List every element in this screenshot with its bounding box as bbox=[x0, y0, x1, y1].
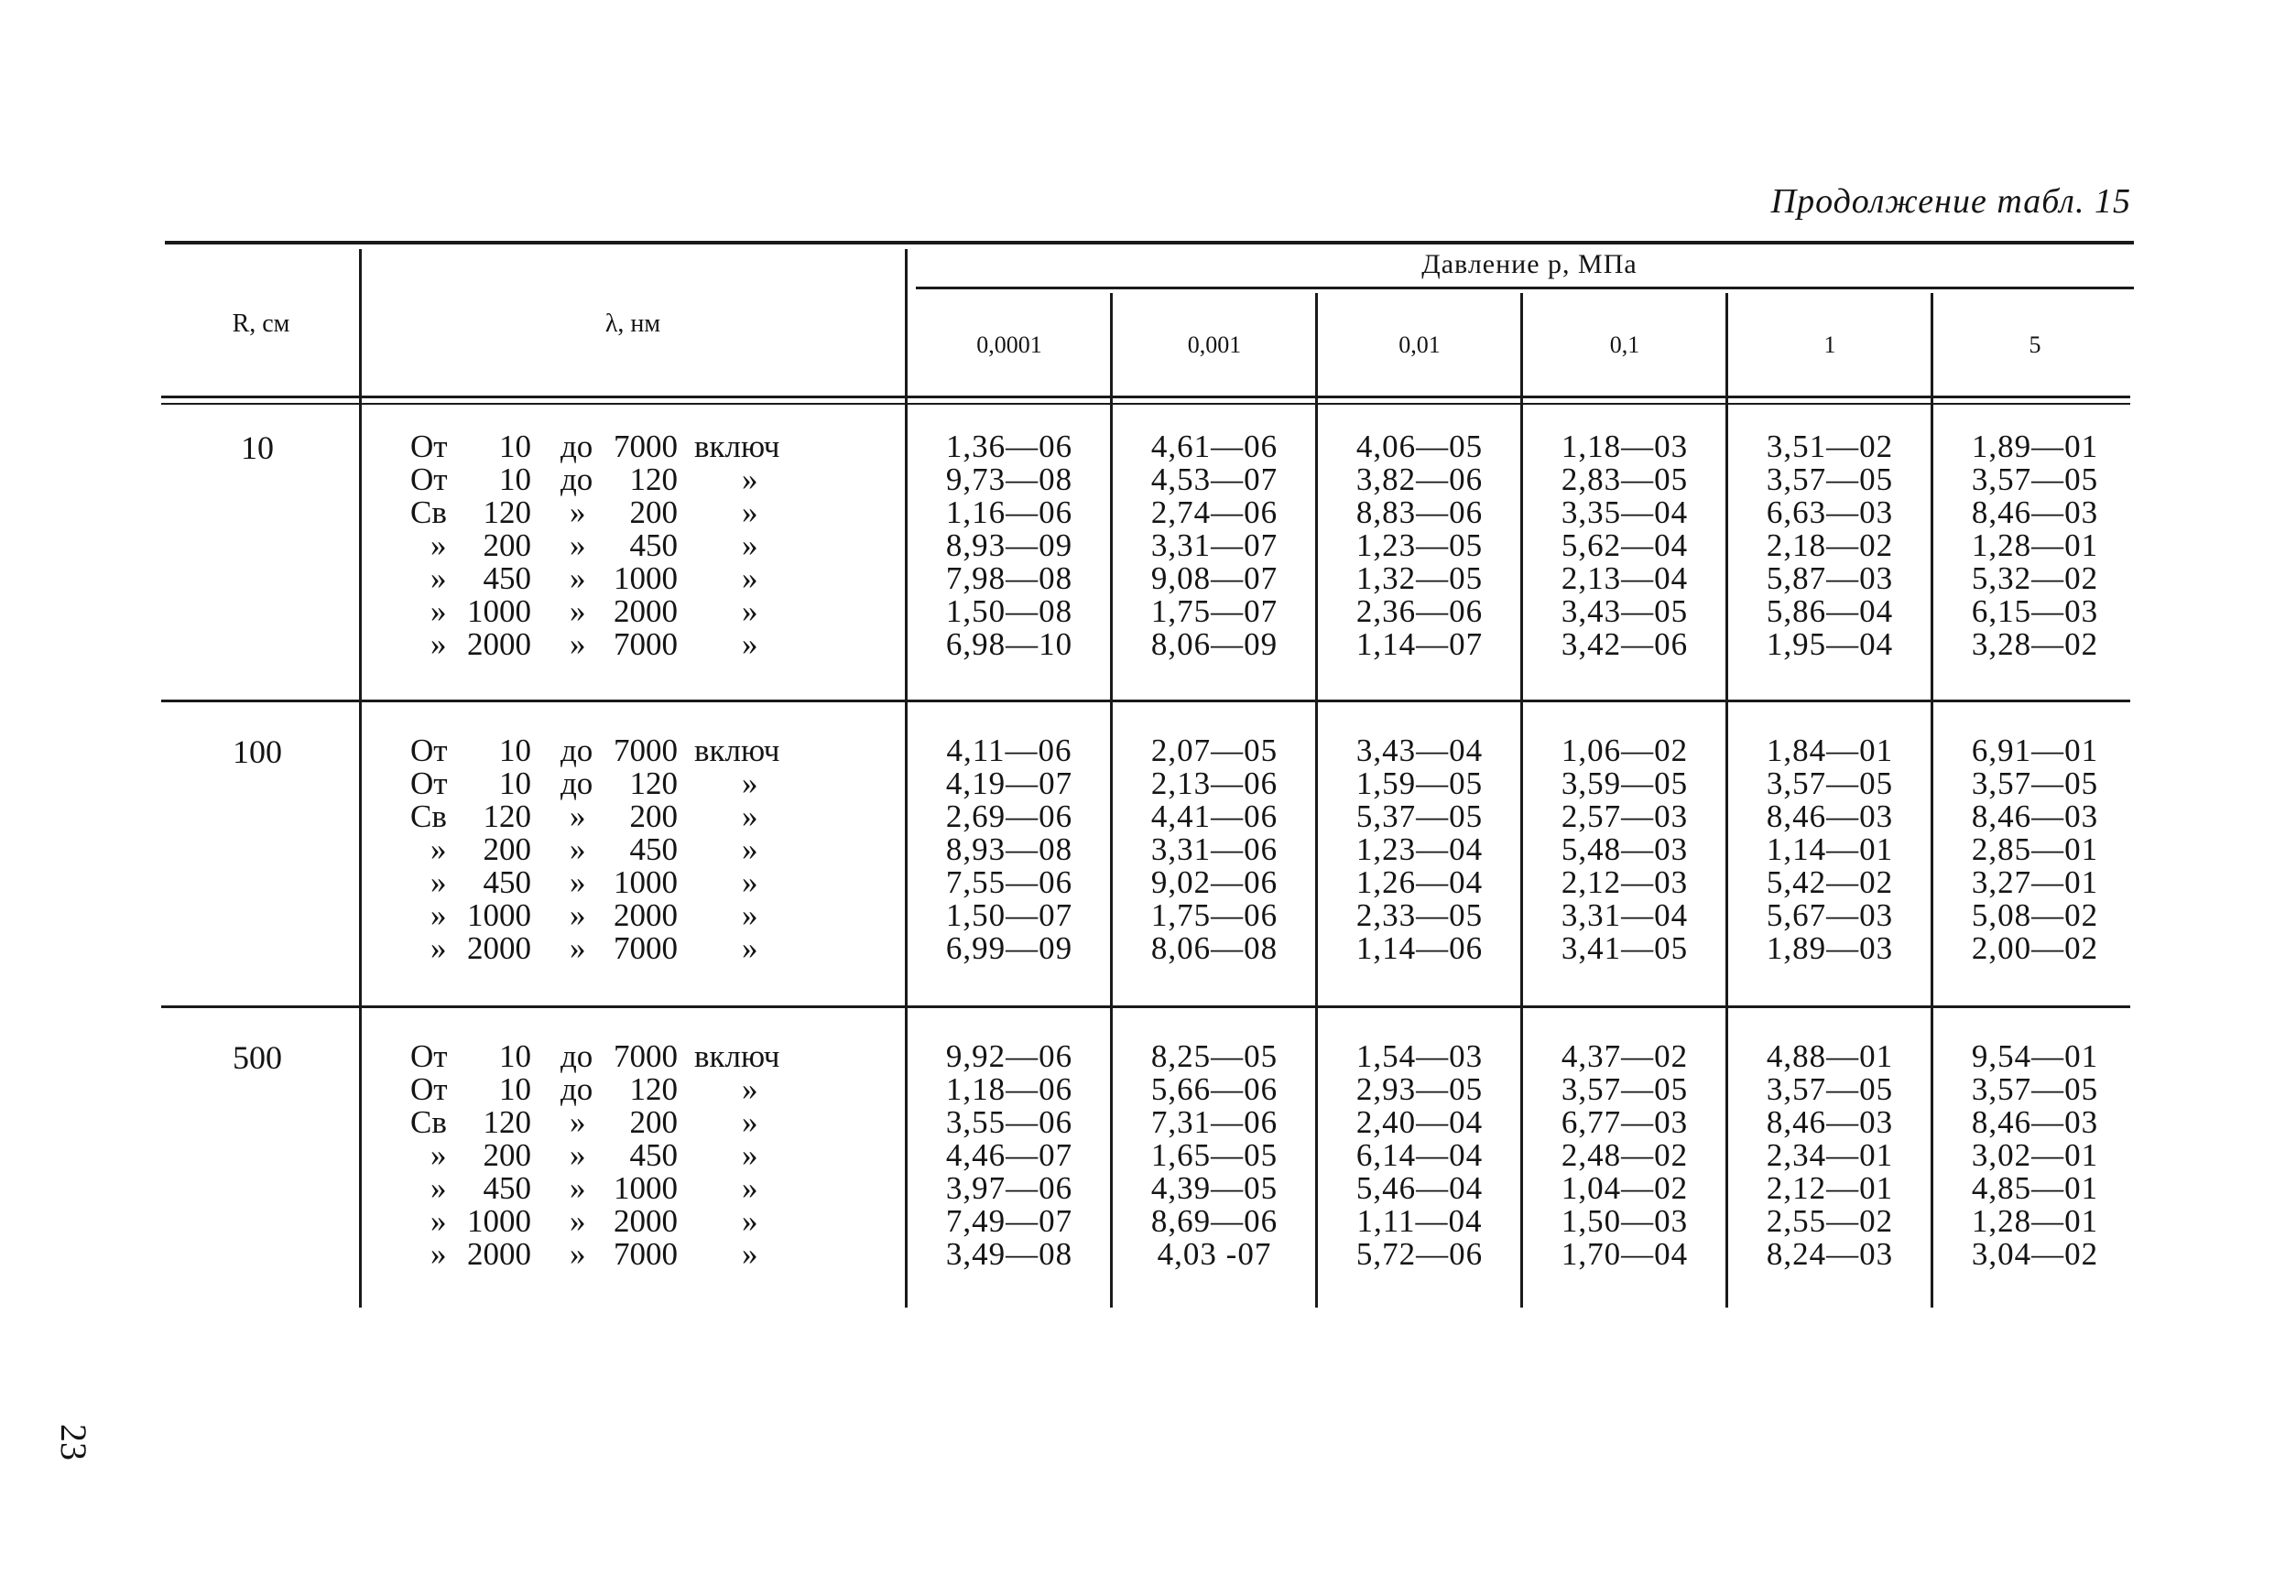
table-cell: 1,89—01 bbox=[1971, 429, 2099, 464]
table-cell: 8,25—05 bbox=[1150, 1038, 1279, 1074]
header-bottom-rule-1 bbox=[161, 396, 2130, 398]
lambda-mid: до bbox=[560, 1071, 593, 1107]
table-cell: 2,00—02 bbox=[1971, 930, 2099, 966]
table-caption: Продолжение табл. 15 bbox=[1770, 182, 2131, 221]
r-value: 100 bbox=[233, 733, 282, 770]
pressure-col-header: 0,001 bbox=[1187, 331, 1242, 358]
lambda-range-row bbox=[403, 866, 898, 899]
table-cell: 5,46—04 bbox=[1355, 1170, 1484, 1206]
table-cell: 3,55—06 bbox=[945, 1104, 1073, 1140]
lambda-range-row bbox=[403, 1106, 898, 1139]
table-cell: 1,75—07 bbox=[1150, 593, 1279, 629]
table-cell: 2,12—01 bbox=[1766, 1170, 1894, 1206]
table-cell: 4,03 -07 bbox=[1157, 1236, 1272, 1272]
table-cell: 1,28—01 bbox=[1971, 1203, 2099, 1239]
table-cell: 4,85—01 bbox=[1971, 1170, 2099, 1206]
table-cell: 1,65—05 bbox=[1150, 1137, 1279, 1173]
table-cell: 3,57—05 bbox=[1766, 1071, 1894, 1107]
lambda-a: 2000 bbox=[467, 626, 531, 662]
lambda-a: 200 bbox=[483, 831, 531, 867]
table-cell: 1,06—02 bbox=[1561, 733, 1689, 768]
lambda-range-row bbox=[403, 562, 898, 595]
lambda-post: » bbox=[742, 560, 758, 596]
lambda-range-row bbox=[403, 767, 898, 800]
lambda-a: 10 bbox=[499, 765, 531, 801]
table-cell: 8,24—03 bbox=[1766, 1236, 1894, 1272]
table-cell: 1,70—04 bbox=[1561, 1236, 1689, 1272]
lambda-a: 120 bbox=[483, 494, 531, 530]
lambda-b: 450 bbox=[629, 527, 678, 563]
table-cell: 5,72—06 bbox=[1355, 1236, 1484, 1272]
table-cell: 1,14—06 bbox=[1355, 930, 1484, 966]
table-cell: 4,46—07 bbox=[945, 1137, 1073, 1173]
table-cell: 4,06—05 bbox=[1355, 429, 1484, 464]
lambda-a: 450 bbox=[483, 560, 531, 596]
table-cell: 7,55—06 bbox=[945, 864, 1073, 900]
lambda-b: 1000 bbox=[614, 560, 678, 596]
lambda-a: 10 bbox=[499, 1038, 531, 1074]
table-cell: 1,23—04 bbox=[1355, 831, 1484, 867]
lambda-b: 7000 bbox=[614, 626, 678, 662]
col-divider-r bbox=[359, 249, 362, 1308]
lambda-b: 120 bbox=[629, 1071, 678, 1107]
lambda-range-row bbox=[403, 1139, 898, 1172]
table-cell: 6,63—03 bbox=[1766, 494, 1894, 530]
table-cell: 3,57—05 bbox=[1971, 765, 2099, 801]
lambda-b: 7000 bbox=[614, 930, 678, 966]
lambda-range-row bbox=[403, 1238, 898, 1271]
lambda-range-row bbox=[403, 734, 898, 767]
table-cell: 1,95—04 bbox=[1766, 626, 1894, 662]
table-cell: 1,50—08 bbox=[945, 593, 1073, 629]
table-cell: 5,48—03 bbox=[1561, 831, 1689, 867]
lambda-pre: От bbox=[410, 733, 448, 768]
table-cell: 1,75—06 bbox=[1150, 897, 1279, 933]
lambda-mid: до bbox=[560, 1038, 593, 1074]
lambda-range-row bbox=[403, 833, 898, 866]
r-column-header: R, см bbox=[232, 309, 290, 338]
lambda-pre: » bbox=[430, 1236, 447, 1272]
lambda-pre: » bbox=[430, 864, 447, 900]
lambda-b: 450 bbox=[629, 831, 678, 867]
lambda-post: » bbox=[742, 930, 758, 966]
lambda-post: включ bbox=[694, 733, 780, 768]
table-cell: 2,33—05 bbox=[1355, 897, 1484, 933]
r-value: 500 bbox=[233, 1039, 282, 1076]
lambda-post: » bbox=[742, 897, 758, 933]
table-cell: 1,23—05 bbox=[1355, 527, 1484, 563]
lambda-range-row bbox=[403, 932, 898, 965]
table-cell: 2,36—06 bbox=[1355, 593, 1484, 629]
lambda-b: 450 bbox=[629, 1137, 678, 1173]
lambda-post: » bbox=[742, 1104, 758, 1140]
pressure-rule bbox=[916, 287, 2134, 289]
table-cell: 1,18—03 bbox=[1561, 429, 1689, 464]
lambda-post: » bbox=[742, 527, 758, 563]
table-cell: 5,08—02 bbox=[1971, 897, 2099, 933]
table-cell: 3,04—02 bbox=[1971, 1236, 2099, 1272]
lambda-pre: От bbox=[410, 429, 448, 464]
table-cell: 6,98—10 bbox=[945, 626, 1073, 662]
table-cell: 2,07—05 bbox=[1150, 733, 1279, 768]
lambda-post: » bbox=[742, 1137, 758, 1173]
lambda-b: 1000 bbox=[614, 864, 678, 900]
lambda-a: 2000 bbox=[467, 930, 531, 966]
lambda-range-row bbox=[403, 529, 898, 562]
lambda-pre: » bbox=[430, 1170, 447, 1206]
r-value: 10 bbox=[241, 429, 274, 466]
lambda-range-row bbox=[403, 595, 898, 628]
table-cell: 8,46—03 bbox=[1766, 798, 1894, 834]
table-cell: 1,16—06 bbox=[945, 494, 1073, 530]
table-cell: 2,40—04 bbox=[1355, 1104, 1484, 1140]
lambda-a: 120 bbox=[483, 1104, 531, 1140]
lambda-b: 7000 bbox=[614, 429, 678, 464]
lambda-pre: » bbox=[430, 1137, 447, 1173]
lambda-b: 2000 bbox=[614, 1203, 678, 1239]
table-cell: 3,43—04 bbox=[1355, 733, 1484, 768]
table-cell: 1,36—06 bbox=[945, 429, 1073, 464]
lambda-a: 10 bbox=[499, 1071, 531, 1107]
lambda-a: 200 bbox=[483, 527, 531, 563]
lambda-mid: » bbox=[570, 527, 586, 563]
table-cell: 5,62—04 bbox=[1561, 527, 1689, 563]
table-cell: 3,59—05 bbox=[1561, 765, 1689, 801]
lambda-post: » bbox=[742, 461, 758, 497]
lambda-post: » bbox=[742, 1203, 758, 1239]
table-cell: 8,93—09 bbox=[945, 527, 1073, 563]
lambda-pre: » bbox=[430, 560, 447, 596]
table-cell: 1,04—02 bbox=[1561, 1170, 1689, 1206]
table-cell: 6,15—03 bbox=[1971, 593, 2099, 629]
lambda-pre: От bbox=[410, 765, 448, 801]
lambda-pre: » bbox=[430, 897, 447, 933]
lambda-mid: » bbox=[570, 593, 586, 629]
table-cell: 2,83—05 bbox=[1561, 461, 1689, 497]
lambda-mid: » bbox=[570, 1104, 586, 1140]
table-cell: 9,92—06 bbox=[945, 1038, 1073, 1074]
lambda-mid: до bbox=[560, 461, 593, 497]
table-cell: 2,55—02 bbox=[1766, 1203, 1894, 1239]
lambda-b: 120 bbox=[629, 461, 678, 497]
table-cell: 2,18—02 bbox=[1766, 527, 1894, 563]
lambda-mid: » bbox=[570, 560, 586, 596]
table-cell: 3,27—01 bbox=[1971, 864, 2099, 900]
pressure-header: Давление p, МПа bbox=[1421, 249, 1638, 279]
table-cell: 5,66—06 bbox=[1150, 1071, 1279, 1107]
table-cell: 5,37—05 bbox=[1355, 798, 1484, 834]
lambda-pre: » bbox=[430, 930, 447, 966]
lambda-b: 7000 bbox=[614, 733, 678, 768]
table-cell: 2,34—01 bbox=[1766, 1137, 1894, 1173]
table-cell: 9,08—07 bbox=[1150, 560, 1279, 596]
table-cell: 6,77—03 bbox=[1561, 1104, 1689, 1140]
lambda-pre: Св bbox=[410, 494, 447, 530]
lambda-mid: до bbox=[560, 765, 593, 801]
group-separator-2 bbox=[161, 1005, 2130, 1008]
lambda-range-row bbox=[403, 496, 898, 529]
lambda-a: 1000 bbox=[467, 593, 531, 629]
lambda-mid: » bbox=[570, 897, 586, 933]
group-separator-1 bbox=[161, 700, 2130, 702]
lambda-post: включ bbox=[694, 1038, 780, 1074]
lambda-range-row bbox=[403, 463, 898, 496]
table-cell: 5,32—02 bbox=[1971, 560, 2099, 596]
table-cell: 1,18—06 bbox=[945, 1071, 1073, 1107]
lambda-b: 7000 bbox=[614, 1236, 678, 1272]
table-cell: 8,46—03 bbox=[1971, 494, 2099, 530]
table-cell: 3,57—05 bbox=[1971, 1071, 2099, 1107]
table-cell: 8,06—09 bbox=[1150, 626, 1279, 662]
table-cell: 1,84—01 bbox=[1766, 733, 1894, 768]
table-cell: 3,57—05 bbox=[1766, 765, 1894, 801]
lambda-pre: » bbox=[430, 831, 447, 867]
table-cell: 2,57—03 bbox=[1561, 798, 1689, 834]
lambda-post: » bbox=[742, 1170, 758, 1206]
table-cell: 3,28—02 bbox=[1971, 626, 2099, 662]
lambda-a: 10 bbox=[499, 429, 531, 464]
lambda-mid: » bbox=[570, 798, 586, 834]
lambda-pre: » bbox=[430, 626, 447, 662]
lambda-a: 450 bbox=[483, 864, 531, 900]
table-cell: 2,74—06 bbox=[1150, 494, 1279, 530]
table-cell: 8,46—03 bbox=[1971, 798, 2099, 834]
lambda-mid: до bbox=[560, 733, 593, 768]
table-cell: 2,13—06 bbox=[1150, 765, 1279, 801]
table-cell: 1,32—05 bbox=[1355, 560, 1484, 596]
header-bottom-rule-2 bbox=[161, 403, 2130, 405]
pressure-col-header: 0,0001 bbox=[976, 331, 1042, 358]
lambda-a: 2000 bbox=[467, 1236, 531, 1272]
table-cell: 8,06—08 bbox=[1150, 930, 1279, 966]
table-cell: 2,69—06 bbox=[945, 798, 1073, 834]
lambda-pre: » bbox=[430, 593, 447, 629]
lambda-mid: » bbox=[570, 1170, 586, 1206]
table-cell: 3,31—04 bbox=[1561, 897, 1689, 933]
lambda-mid: » bbox=[570, 1236, 586, 1272]
lambda-a: 450 bbox=[483, 1170, 531, 1206]
table-cell: 8,93—08 bbox=[945, 831, 1073, 867]
table-cell: 8,46—03 bbox=[1971, 1104, 2099, 1140]
lambda-b: 7000 bbox=[614, 1038, 678, 1074]
table-cell: 2,12—03 bbox=[1561, 864, 1689, 900]
lambda-b: 1000 bbox=[614, 1170, 678, 1206]
table-cell: 3,43—05 bbox=[1561, 593, 1689, 629]
lambda-pre: Св bbox=[410, 798, 447, 834]
lambda-pre: От bbox=[410, 1071, 448, 1107]
lambda-a: 10 bbox=[499, 733, 531, 768]
table-cell: 5,67—03 bbox=[1766, 897, 1894, 933]
lambda-mid: » bbox=[570, 930, 586, 966]
table-cell: 7,49—07 bbox=[945, 1203, 1073, 1239]
lambda-column-header: λ, нм bbox=[604, 309, 661, 338]
table-cell: 3,97—06 bbox=[945, 1170, 1073, 1206]
table-cell: 3,51—02 bbox=[1766, 429, 1894, 464]
table-cell: 3,57—05 bbox=[1971, 461, 2099, 497]
table-cell: 1,50—03 bbox=[1561, 1203, 1689, 1239]
lambda-range-row bbox=[403, 430, 898, 463]
table-cell: 1,28—01 bbox=[1971, 527, 2099, 563]
lambda-pre: » bbox=[430, 1203, 447, 1239]
lambda-post: » bbox=[742, 831, 758, 867]
table-cell: 4,11—06 bbox=[946, 733, 1072, 768]
lambda-pre: От bbox=[410, 461, 448, 497]
lambda-post: » bbox=[742, 798, 758, 834]
table-cell: 3,42—06 bbox=[1561, 626, 1689, 662]
table-cell: 1,59—05 bbox=[1355, 765, 1484, 801]
lambda-pre: » bbox=[430, 527, 447, 563]
table-cell: 2,85—01 bbox=[1971, 831, 2099, 867]
table-cell: 4,19—07 bbox=[945, 765, 1073, 801]
lambda-b: 200 bbox=[629, 1104, 678, 1140]
lambda-a: 200 bbox=[483, 1137, 531, 1173]
table-cell: 4,39—05 bbox=[1150, 1170, 1279, 1206]
table-cell: 1,14—07 bbox=[1355, 626, 1484, 662]
table-cell: 2,13—04 bbox=[1561, 560, 1689, 596]
table-cell: 9,54—01 bbox=[1971, 1038, 2099, 1074]
table-cell: 9,73—08 bbox=[945, 461, 1073, 497]
table-cell: 8,69—06 bbox=[1150, 1203, 1279, 1239]
table-cell: 5,86—04 bbox=[1766, 593, 1894, 629]
table-cell: 1,50—07 bbox=[945, 897, 1073, 933]
table-cell: 3,82—06 bbox=[1355, 461, 1484, 497]
lambda-range-row bbox=[403, 1172, 898, 1205]
pressure-col-header: 0,01 bbox=[1398, 331, 1441, 358]
lambda-b: 200 bbox=[629, 798, 678, 834]
page-number: 23 bbox=[53, 1424, 94, 1460]
table-cell: 6,99—09 bbox=[945, 930, 1073, 966]
pressure-col-header: 1 bbox=[1823, 331, 1836, 358]
lambda-range-row bbox=[403, 1073, 898, 1106]
table-cell: 3,35—04 bbox=[1561, 494, 1689, 530]
pressure-col-header: 0,1 bbox=[1609, 331, 1640, 358]
table-cell: 7,31—06 bbox=[1150, 1104, 1279, 1140]
top-rule bbox=[165, 241, 2134, 244]
lambda-a: 120 bbox=[483, 798, 531, 834]
table-cell: 8,83—06 bbox=[1355, 494, 1484, 530]
table-cell: 4,61—06 bbox=[1150, 429, 1279, 464]
table-cell: 5,87—03 bbox=[1766, 560, 1894, 596]
pressure-col-header: 5 bbox=[2029, 331, 2041, 358]
table-cell: 2,48—02 bbox=[1561, 1137, 1689, 1173]
lambda-range-row bbox=[403, 800, 898, 833]
table-cell: 3,57—05 bbox=[1561, 1071, 1689, 1107]
lambda-range-row bbox=[403, 1040, 898, 1073]
lambda-mid: » bbox=[570, 626, 586, 662]
table-cell: 3,31—07 bbox=[1150, 527, 1279, 563]
table-cell: 6,14—04 bbox=[1355, 1137, 1484, 1173]
lambda-b: 200 bbox=[629, 494, 678, 530]
lambda-post: » bbox=[742, 494, 758, 530]
lambda-mid: » bbox=[570, 1137, 586, 1173]
lambda-b: 2000 bbox=[614, 897, 678, 933]
table-cell: 4,53—07 bbox=[1150, 461, 1279, 497]
lambda-post: » bbox=[742, 1236, 758, 1272]
table-cell: 7,98—08 bbox=[945, 560, 1073, 596]
lambda-post: » bbox=[742, 864, 758, 900]
lambda-pre: Св bbox=[410, 1104, 447, 1140]
table-cell: 3,31—06 bbox=[1150, 831, 1279, 867]
table-cell: 5,42—02 bbox=[1766, 864, 1894, 900]
lambda-range-row bbox=[403, 628, 898, 661]
lambda-mid: » bbox=[570, 831, 586, 867]
table-cell: 1,54—03 bbox=[1355, 1038, 1484, 1074]
table-cell: 4,41—06 bbox=[1150, 798, 1279, 834]
lambda-mid: до bbox=[560, 429, 593, 464]
table-cell: 9,02—06 bbox=[1150, 864, 1279, 900]
table-cell: 3,02—01 bbox=[1971, 1137, 2099, 1173]
table-cell: 2,93—05 bbox=[1355, 1071, 1484, 1107]
lambda-mid: » bbox=[570, 1203, 586, 1239]
lambda-pre: От bbox=[410, 1038, 448, 1074]
table-cell: 6,91—01 bbox=[1971, 733, 2099, 768]
lambda-b: 120 bbox=[629, 765, 678, 801]
lambda-post: » bbox=[742, 593, 758, 629]
lambda-a: 1000 bbox=[467, 897, 531, 933]
table-cell: 3,57—05 bbox=[1766, 461, 1894, 497]
table-cell: 3,41—05 bbox=[1561, 930, 1689, 966]
lambda-post: » bbox=[742, 626, 758, 662]
lambda-b: 2000 bbox=[614, 593, 678, 629]
lambda-range-row bbox=[403, 899, 898, 932]
table-cell: 1,14—01 bbox=[1766, 831, 1894, 867]
lambda-post: » bbox=[742, 765, 758, 801]
table-cell: 4,88—01 bbox=[1766, 1038, 1894, 1074]
lambda-mid: » bbox=[570, 494, 586, 530]
table-cell: 1,11—04 bbox=[1356, 1203, 1483, 1239]
lambda-a: 1000 bbox=[467, 1203, 531, 1239]
table-cell: 1,89—03 bbox=[1766, 930, 1894, 966]
lambda-post: включ bbox=[694, 429, 780, 464]
lambda-a: 10 bbox=[499, 461, 531, 497]
table-cell: 8,46—03 bbox=[1766, 1104, 1894, 1140]
table-cell: 4,37—02 bbox=[1561, 1038, 1689, 1074]
lambda-mid: » bbox=[570, 864, 586, 900]
lambda-post: » bbox=[742, 1071, 758, 1107]
table-cell: 3,49—08 bbox=[945, 1236, 1073, 1272]
lambda-range-row bbox=[403, 1205, 898, 1238]
table-cell: 1,26—04 bbox=[1355, 864, 1484, 900]
